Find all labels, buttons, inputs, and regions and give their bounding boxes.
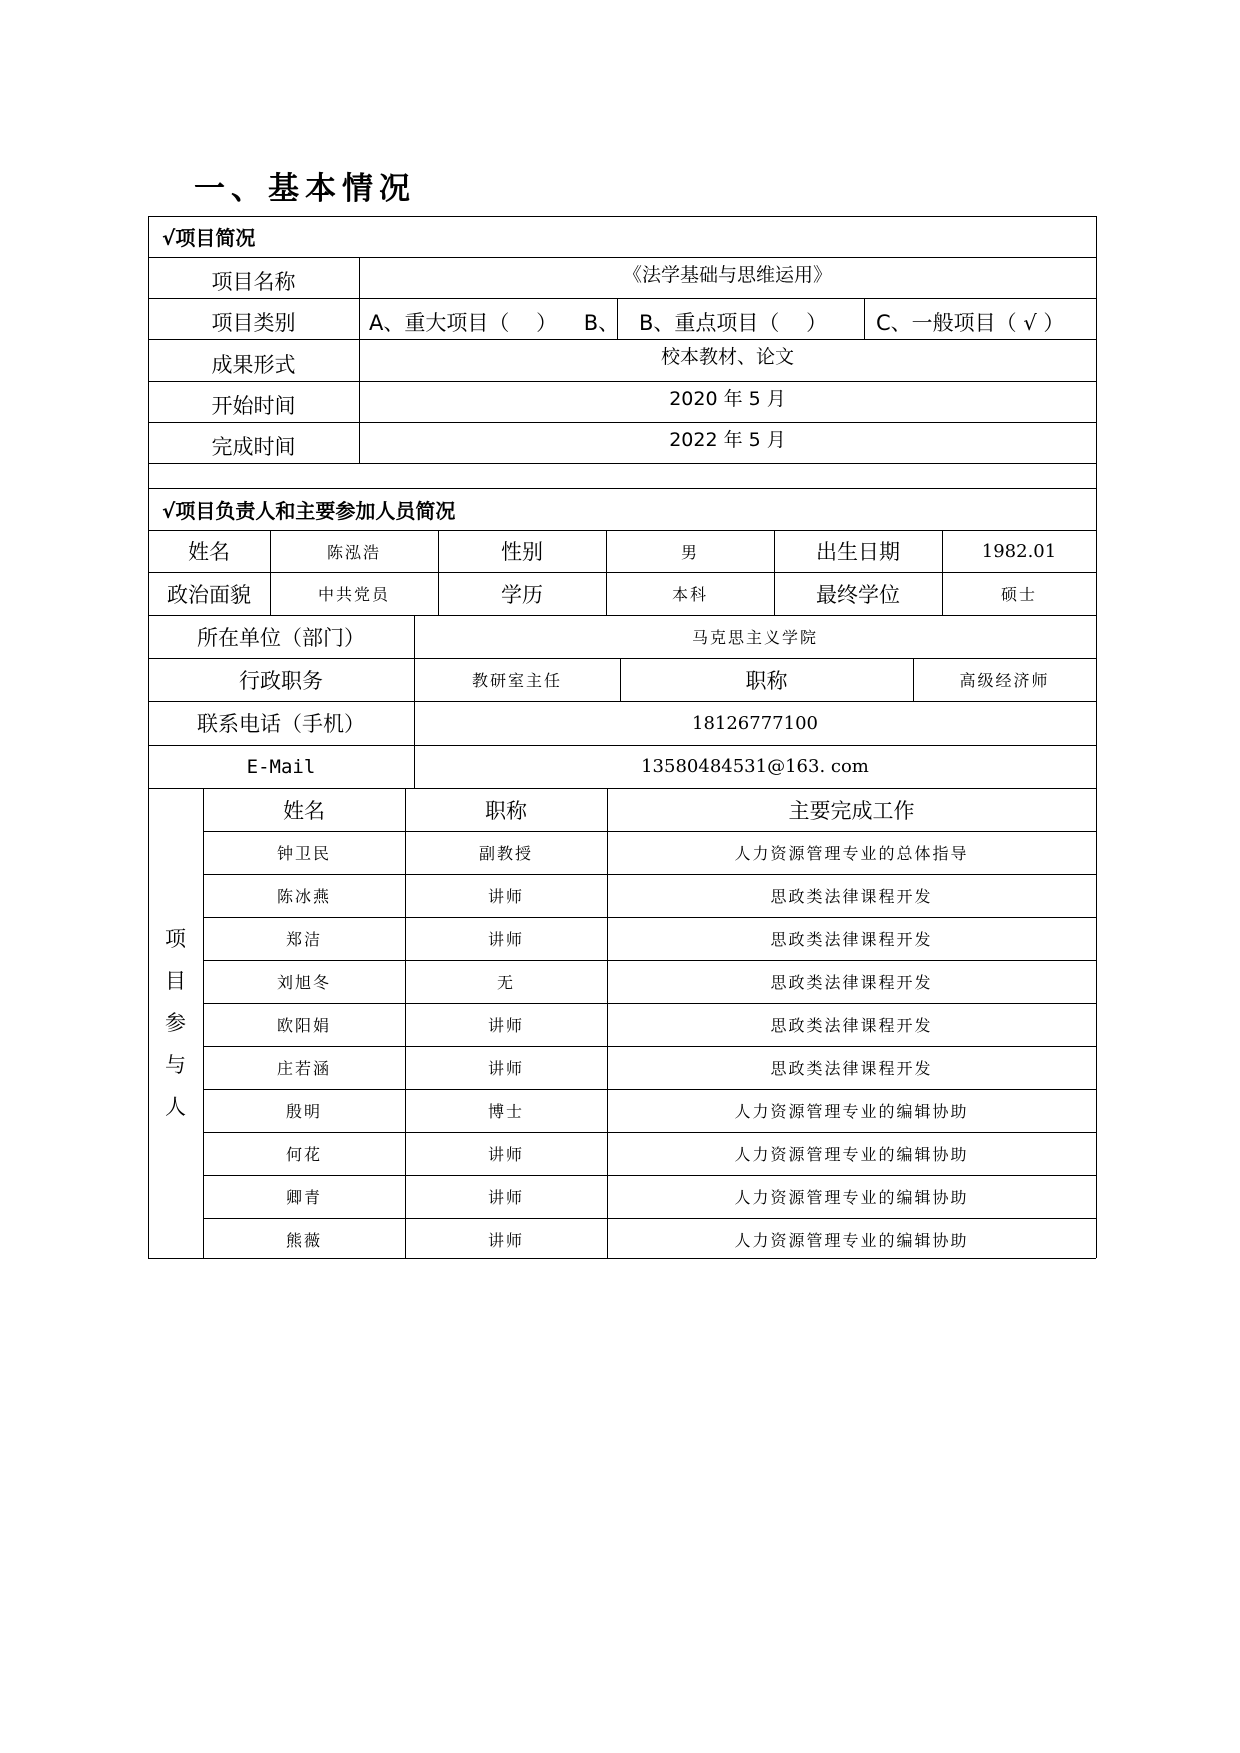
participant-cell: 副教授 [478,844,533,863]
participant-cell: 人力资源管理专业的总体指导 [734,844,969,863]
participant-cell: 欧阳娟 [276,1016,331,1035]
participant-cell: 讲师 [487,1145,524,1164]
side-label-char: 参 [165,1011,186,1035]
participant-cell: 人力资源管理专业的编辑协助 [734,1231,969,1250]
participant-cell: 思政类法律课程开发 [770,973,933,992]
leader-education-label: 学历 [501,582,543,607]
start-time-value: 2020 年 5 月 [669,388,786,410]
side-label-char: 与 [165,1053,186,1077]
participant-cell: 思政类法律课程开发 [770,930,933,949]
admin-position-label: 行政职务 [239,668,323,693]
participant-cell: 无 [496,973,515,992]
leader-birth-label: 出生日期 [816,540,900,564]
leader-gender-label: 性别 [501,540,543,564]
phone-label: 联系电话（手机） [197,712,365,736]
participants-header-2: 主要完成工作 [788,798,915,823]
end-time-value: 2022 年 5 月 [669,429,786,451]
side-label-char: 目 [165,969,186,993]
participant-cell: 何花 [285,1145,322,1164]
start-time-label: 开始时间 [211,394,296,418]
participant-cell: 人力资源管理专业的编辑协助 [734,1188,969,1207]
side-label-char: 人 [165,1095,186,1119]
leader-political-value: 中共党员 [317,585,390,604]
leader-education-value: 本科 [671,585,708,604]
unit-label: 所在单位（部门） [197,625,365,650]
unit-value: 马克思主义学院 [691,628,818,647]
participant-cell: 思政类法律课程开发 [770,1016,933,1035]
participant-cell: 钟卫民 [276,844,331,863]
participants-header-0: 姓名 [283,798,325,823]
participant-cell: 郑洁 [285,930,322,949]
section-project-overview: √项目简况 [162,226,256,250]
title-value: 高级经济师 [959,671,1050,690]
email-value: 13580484531@163. com [641,756,869,777]
side-label-char: 项 [165,927,186,951]
participant-cell: 思政类法律课程开发 [770,1059,933,1078]
participant-cell: 殷明 [285,1102,322,1121]
phone-value: 18126777100 [692,712,818,734]
leader-name-label: 姓名 [188,540,230,564]
leader-name-value: 陈泓浩 [326,542,381,562]
participant-cell: 讲师 [487,887,524,906]
participant-cell: 讲师 [487,1059,524,1078]
end-time-label: 完成时间 [211,435,296,459]
participant-cell: 刘旭冬 [276,973,331,992]
project-name-value: 《法学基础与思维运用》 [622,264,832,286]
participant-cell: 讲师 [487,1231,524,1250]
participant-cell: 熊薇 [285,1231,322,1250]
project-category-label: 项目类别 [211,311,296,335]
category-b-option: B、重点项目（ ） [639,311,828,335]
participant-cell: 博士 [487,1102,524,1121]
section-members-overview: √项目负责人和主要参加人员简况 [162,498,456,523]
participant-cell: 人力资源管理专业的编辑协助 [734,1102,969,1121]
participant-cell: 卿青 [285,1188,322,1207]
output-form-label: 成果形式 [211,353,296,377]
leader-gender-value: 男 [680,542,699,562]
participant-cell: 讲师 [487,1016,524,1035]
title-label: 职称 [745,668,788,693]
page-heading: 一、基本情况 [194,171,416,207]
table-rule [148,463,1096,464]
output-form-value: 校本教材、论文 [660,346,794,368]
email-label: E-Mail [246,755,316,778]
participant-cell: 讲师 [487,1188,524,1207]
participants-header-1: 职称 [485,798,527,823]
project-name-label: 项目名称 [211,270,296,294]
leader-degree-value: 硕士 [1000,585,1037,604]
participant-cell: 陈冰燕 [276,887,331,906]
participant-cell: 讲师 [487,930,524,949]
leader-birth-value: 1982.01 [981,540,1057,562]
admin-position-value: 教研室主任 [471,671,562,690]
participants-side-label [148,788,203,1258]
category-c-option: C、一般项目（ √ ） [876,311,1065,335]
participant-cell: 人力资源管理专业的编辑协助 [734,1145,969,1164]
participant-cell: 思政类法律课程开发 [770,887,933,906]
participant-cell: 庄若涵 [276,1059,331,1078]
leader-degree-label: 最终学位 [816,582,900,607]
category-a-option: A、重大项目（ ） B、 [369,311,620,335]
table-rule [1096,216,1097,1258]
leader-political-label: 政治面貌 [167,582,251,607]
